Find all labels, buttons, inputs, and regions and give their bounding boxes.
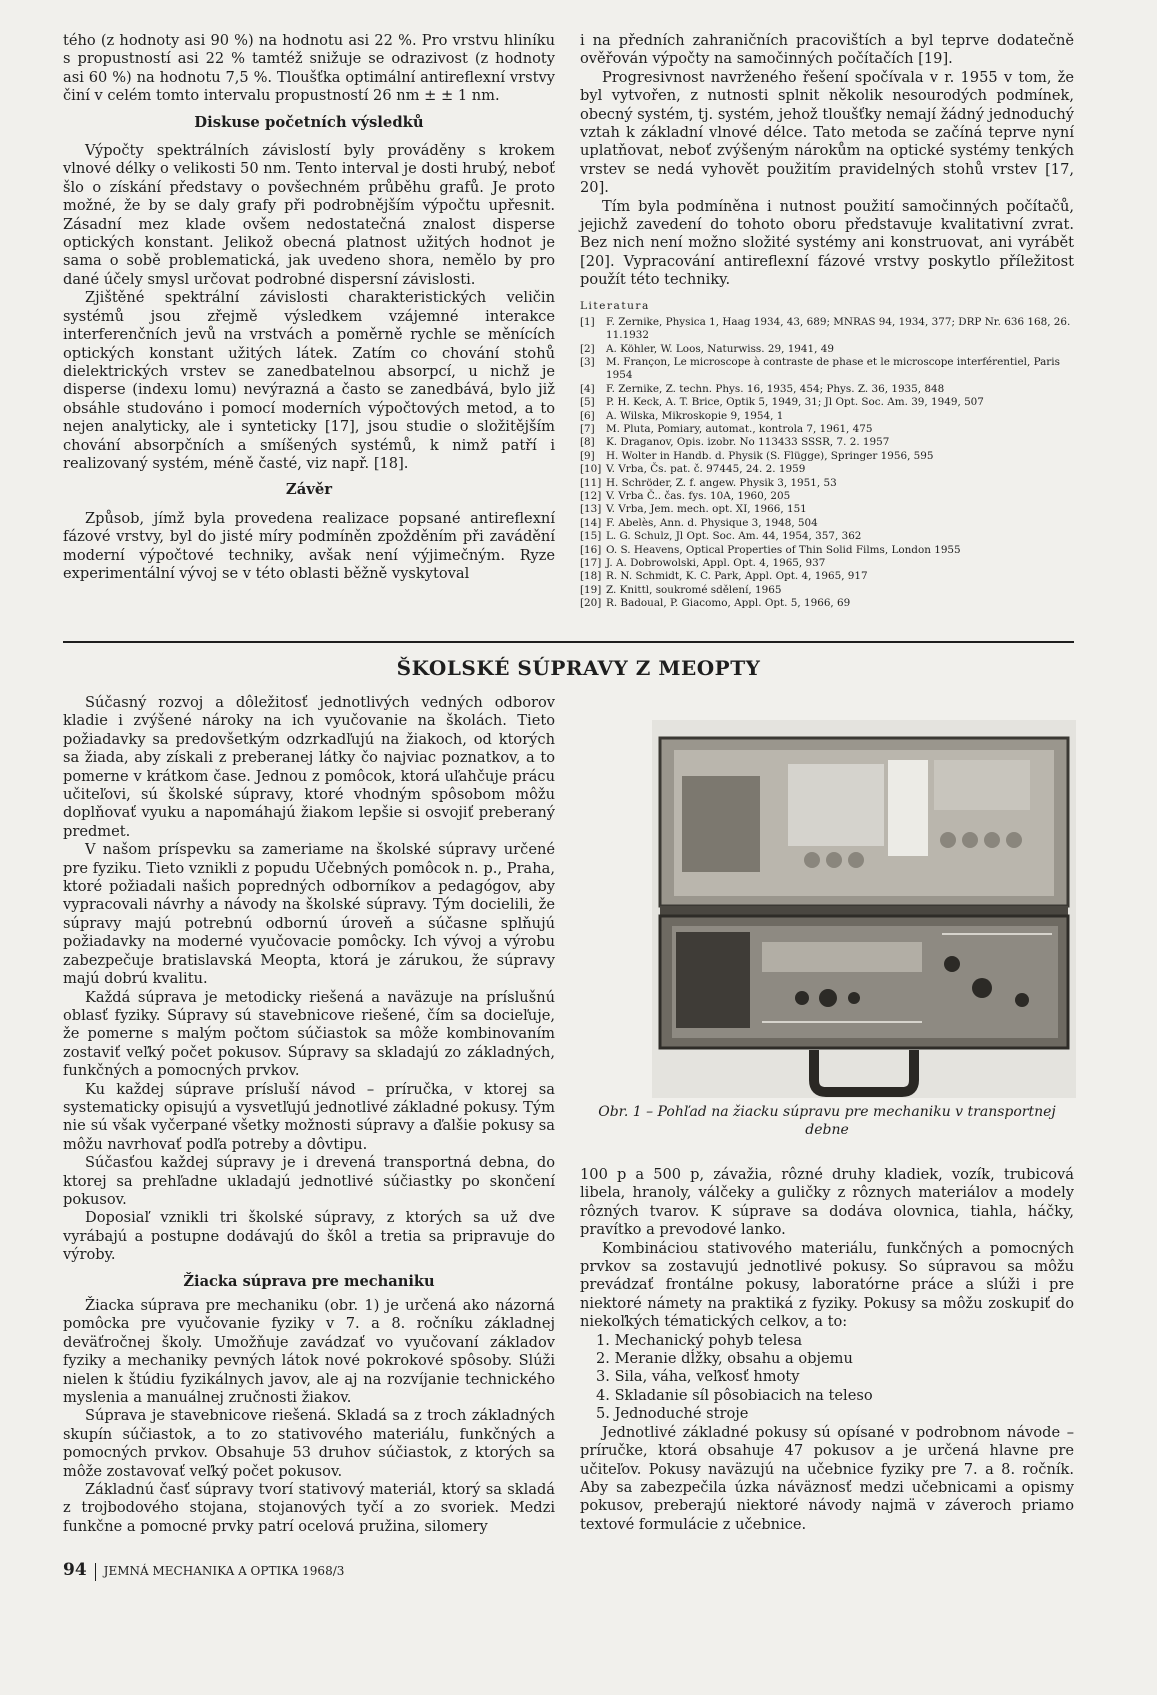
reference-item: [20] R. Badoual, P. Giacomo, Appl. Opt. 5, 1966, 69 [580,597,851,610]
paragraph: Každá súprava je metodicky riešená a naväzuje na príslušnú oblasť fyziky. Súpravy sú stavebnicove riešené, čím sa docieľuje, že pomerne s malým počtom súčiastok sa môže kombinovaním zostaviť veľký počet pokusov. Súpravy sa skladajú zo základných, funkčných a pomocných prvkov. [63,988,555,1080]
section-heading-discussion: Diskuse početních výsledků [194,113,424,131]
list-item: 2. Meranie dĺžky, obsahu a objemu [596,1350,853,1368]
literature-label: Literatura [580,299,650,312]
paragraph: V našom príspevku sa zameriame na školské súpravy určené pre fyziku. Tieto vznikli z popudu Učebných pomôcok n. p., Praha, ktoré požiadali našich popredných odborníkov a pedagógov, aby vypracovali návrhy a návody na školské súpravy. Tým docielili, že súpravy majú potrebnú odbornú úroveň a súčasne splňujú požiadavky na moderné vyučovacie pomôcky. Ich vývoj a výrobu zabezpečuje bratislavská Meopta, ktorá je zárukou, že súpravy majú dobrú kvalitu. [63,841,555,988]
list-item: 5. Jednoduché stroje [596,1405,749,1423]
paragraph: Súčasťou každej súpravy je i drevená transportná debna, do ktorej sa prehľadne ukladajú jednotlivé súčiastky po skončení pokusov. [63,1154,555,1208]
subheading-mechanics-kit: Žiacka súprava pre mechaniku [183,1272,435,1290]
section-heading-conclusion: Závěr [285,481,333,499]
reference-item: [19] Z. Knittl, soukromé sdělení, 1965 [580,583,782,596]
paragraph: Výpočty spektrálních závislostí byly prováděny s krokem vlnové délky o velikosti 50 nm. Tento interval je dosti hrubý, neboť šlo o získání představy o povšechném průběhu grafů. Je proto možné, že by se daly grafy při podrobnějším výpočtu upřesnit. Zásadní mez klade ovšem nedostatečná znalost disperse optických konstant. Jelikož obecná platnost užitých hodnot je sama o sobě problematická, jak uvedeno shora, nemělo by pro dané účely smysl určovat podrobné dispersní závislosti. [63,142,555,288]
reference-item: [1] F. Zernike, Physica 1, Haag 1934, 43, 689; MNRAS 94, 1934, 377; DRP Nr. 636 168, 26. 11.1932 [580,315,1071,342]
reference-item: [14] F. Abelès, Ann. d. Physique 3, 1948, 504 [580,516,818,529]
paragraph: Jednotlivé základné pokusy sú opísané v podrobnom návode – príručke, ktorá obsahuje 47 pokusov a je určená hlavne pre učiteľov. Pokusy naväzujú na učebnice fyziky pre 7. a 8. ročník. Aby sa zabezpečila úzka náväznosť medzi učebnicami a opismy pokusov, preberajú niektoré návody najmä v záveroch priamo textové formulácie z učebnice. [580,1423,1074,1533]
article-title: ŠKOLSKÉ SÚPRAVY Z MEOPTY [396,656,761,680]
footer-separator [95,1563,96,1581]
page-number: 94 [63,1560,87,1580]
reference-item: [6] A. Wilska, Mikroskopie 9, 1954, 1 [580,409,784,422]
reference-item: [2] A. Köhler, W. Loos, Naturwiss. 29, 1941, 49 [580,342,834,355]
reference-item: [13] V. Vrba, Jem. mech. opt. XI, 1966, 151 [580,503,807,516]
paragraph: Ku každej súprave prísluší návod – príručka, v ktorej sa systematicky opisujú a vysvetľujú jednotlivé základné pokusy. Tým nie sú však vyčerpané všetky možnosti súpravy a ďalšie pokusy sa môžu navrhovať podľa potreby a dôvtipu. [63,1080,555,1153]
list-item: 1. Mechanický pohyb telesa [596,1331,803,1349]
paragraph: Doposiaľ vznikli tri školské súpravy, z ktorých sa už dve vyrábajú a postupne dodávajú do škôl a tretia sa pripravuje do výroby. [63,1209,555,1264]
reference-item: [8] K. Draganov, Opis. izobr. No 113433 SSSR, 7. 2. 1957 [580,436,890,449]
reference-item: [12] V. Vrba Č.. čas. fys. 10A, 1960, 205 [580,489,791,502]
paragraph: Tím byla podmíněna i nutnost použití samočinných počítačů, jejichž zavedení do tohoto oboru představuje kvalitativní zvrat. Bez nich není možno složité systémy ani konstruovat, ani vyrábět [20]. Vypracování antireflexní fázové vrstvy poskytlo příležitost použít této techniky. [580,197,1074,289]
kit-photo [652,720,1076,1098]
reference-item: [3] M. Françon, Le microscope à contraste de phase et le microscope interférentiel, Paris 1954 [580,355,1060,382]
list-item: 3. Sila, váha, veľkosť hmoty [596,1368,800,1386]
paragraph: 100 p a 500 p, závažia, rôzné druhy kladiek, vozík, trubicová libela, hranoly, válčeky a guličky z rôznych materiálov a modely rôzných tvarov. K súprave sa dodáva olovnica, tiahla, háčky, pravítko a prevodové lanko. [580,1166,1074,1239]
paragraph: Zjištěné spektrální závislosti charakteristických veličin systémů jsou zřejmě výsledkem vzájemné interakce interferenčních jevů na vrstvách a poměrně rychle se měnících optických konstant užitých látek. Zatím co chování stohů dielektrických vrstev se zanedbatelnou absorpcí, u nichž je disperse (indexu lomu) nevýrazná a často se zanedbává, bylo již obsáhle studováno i pomocí moderních výpočtových metod, a to nejen analyticky, ale i synteticky [17], jsou studie o složitějším chování absorpčních a smíšených systémů, k nimž patří i realizovaný systém, méně časté, viz např. [18]. [63,289,555,472]
paragraph: Žiacka súprava pre mechaniku (obr. 1) je určená ako názorná pomôcka pre vyučovanie fyziky v 7. a 8. ročníku základnej deväťročnej školy. Umožňuje zavádzať vo vyučovaní základov fyziky a mechaniky pevných látok nové pokrokové spôsoby. Slúži nielen k štúdiu fyzikálnych javov, ale aj na rozvíjanie technického myslenia a manuálnej zručnosti žiakov. [63,1297,555,1407]
reference-item: [4] F. Zernike, Z. techn. Phys. 16, 1935, 454; Phys. Z. 36, 1935, 848 [580,382,945,395]
journal-name: JEMNÁ MECHANIKA A OPTIKA 1968/3 [103,1564,345,1578]
reference-item: [18] R. N. Schmidt, K. C. Park, Appl. Opt. 4, 1965, 917 [580,570,868,583]
reference-item: [11] H. Schröder, Z. f. angew. Physik 3, 1951, 53 [580,476,837,489]
reference-item: [7] M. Pluta, Pomiary, automat., kontrola 7, 1961, 475 [580,422,873,435]
paragraph: tého (z hodnoty asi 90 %) na hodnotu asi 22 %. Pro vrstvu hliníku s propustností asi 22 % tamtéž snižuje se odrazivost (z hodnoty asi 60 %) na hodnotu 7,5 %. Tloušťka optimální antireflexní vrstvy činí v celém tomto intervalu propustností 26 nm ± ± 1 nm. [63,32,555,105]
paragraph: Progresivnost navrženého řešení spočívala v r. 1955 v tom, že byl vytvořen, z nutnosti splnit několik nesourodých podmínek, obecný systém, tj. systém, jehož tloušťky nemají žádný jednoduchý vztah k základní vlnové délce. Tato metoda se začíná teprve nyní uplatňovat, neboť zvýšeným nárokům na optické systémy tenkých vrstev se nedá vyhovět použitím pravidelných stohů vrstev [17, 20]. [580,68,1074,197]
reference-item: [16] O. S. Heavens, Optical Properties of Thin Solid Films, London 1955 [580,543,961,556]
section-divider [63,641,1074,643]
reference-item: [9] H. Wolter in Handb. d. Physik (S. Flügge), Springer 1956, 595 [580,449,934,462]
reference-list [580,316,1074,611]
topic-list [596,1332,1074,1424]
paragraph: i na předních zahraničních pracovištích a byl teprve dodatečně ověřován výpočty na samočinných počítačích [19]. [580,32,1074,68]
list-item: 4. Skladanie síl pôsobiacich na teleso [596,1386,873,1404]
paragraph: Základnú časť súpravy tvorí stativový materiál, ktorý sa skladá z trojbodového stojana, stojanových tyčí a zo svoriek. Medzi funkčne a pomocné prvky patrí ocelová pružina, silomery [63,1481,555,1535]
page-footer [63,1560,344,1581]
figure-caption: Obr. 1 – Pohľad na žiacku súpravu pre mechaniku v transportnej debne [598,1104,1056,1138]
reference-item: [17] J. A. Dobrowolski, Appl. Opt. 4, 1965, 937 [580,557,826,569]
article-left-column [63,694,555,1536]
article-right-column [580,1166,1074,1534]
reference-item: [15] L. G. Schulz, Jl Opt. Soc. Am. 44, 1954, 357, 362 [580,530,862,543]
top-left-column [63,32,555,583]
paragraph: Súprava je stavebnicove riešená. Skladá sa z troch základných skupín súčiastok, a to zo stativového materiálu, funkčných a pomocných prvkov. Obsahuje 53 druhov súčiastok, z ktorých sa môže zostavovať veľký počet pokusov. [63,1407,555,1480]
paragraph: Způsob, jímž byla provedena realizace popsané antireflexní fázové vrstvy, byl do jisté míry podmíněn zpožděním při zavádění moderní výpočtové techniky, avšak není výjimečným. Ryze experimentální vývoj se v této oblasti běžně vyskytoval [63,509,555,582]
paragraph: Kombináciou stativového materiálu, funkčných a pomocných prvkov sa zostavujú jednotlivé pokusy. So súpravou sa môžu prevádzať frontálne pokusy, laboratórne práce a slúži i pre niektoré námety na praktiká z fyziky. Pokusy sa môžu zoskupiť do niekoľkých tématických celkov, a to: [580,1239,1074,1331]
reference-item: [10] V. Vrba, Čs. pat. č. 97445, 24. 2. 1959 [580,463,806,476]
reference-item: [5] P. H. Keck, A. T. Brice, Optik 5, 1949, 31; Jl Opt. Soc. Am. 39, 1949, 507 [580,396,984,409]
top-right-column [580,32,1074,611]
paragraph: Súčasný rozvoj a dôležitosť jednotlivých vedných odborov kladie i zvýšené nároky na ich vyučovanie na školách. Tieto požiadavky sa predovšetkým odzrkadľujú na žiakoch, od ktorých sa žiada, aby získali z preberanej látky čo najviac poznatkov, a to pomerne v krátkom čase. Jednou z pomôcok, ktorá uľahčuje prácu učiteľovi, sú školské súpravy, ktoré vhodným spôsobom môžu doplňovať vyuku a napomáhajú žiakom lepšie si osvojiť preberaný predmet. [63,694,555,840]
